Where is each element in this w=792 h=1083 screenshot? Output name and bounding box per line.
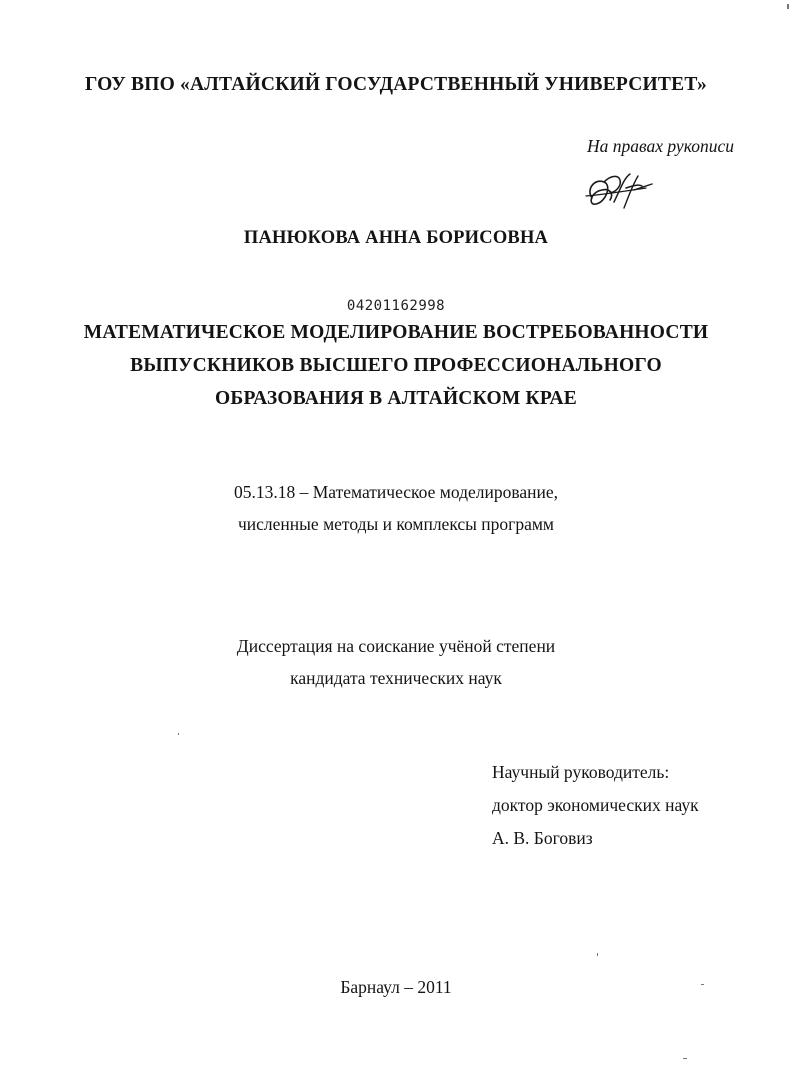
scan-speck	[787, 4, 789, 9]
supervisor-label: Научный руководитель:	[492, 762, 670, 782]
specialty-line-1: 05.13.18 – Математическое моделирование,	[233, 482, 559, 502]
author-name: ПАНЮКОВА АННА БОРИСОВНА	[243, 228, 549, 248]
dissertation-title-line-1: МАТЕМАТИЧЕСКОЕ МОДЕЛИРОВАНИЕ ВОСТРЕБОВАННОСТИ	[83, 322, 709, 343]
scan-speck	[701, 984, 704, 985]
scan-speck	[597, 953, 598, 956]
scan-speck	[178, 733, 179, 735]
supervisor-title: доктор экономических наук	[492, 795, 699, 815]
catalog-code: 04201162998	[346, 298, 446, 314]
university-name: ГОУ ВПО «АЛТАЙСКИЙ ГОСУДАРСТВЕННЫЙ УНИВЕРСИТЕТ»	[85, 74, 707, 95]
city-year: Барнаул – 2011	[340, 977, 452, 997]
dissertation-title-line-2: ВЫПУСКНИКОВ ВЫСШЕГО ПРОФЕССИОНАЛЬНОГО	[130, 355, 662, 376]
degree-line-2: кандидата технических наук	[290, 668, 502, 688]
dissertation-title-line-3: ОБРАЗОВАНИЯ В АЛТАЙСКОМ КРАЕ	[215, 388, 577, 409]
supervisor-name: А. В. Боговиз	[492, 828, 593, 848]
degree-line-1: Диссертация на соискание учёной степени	[236, 636, 556, 656]
rights-note: На правах рукописи	[587, 136, 734, 156]
specialty-line-2: численные методы и комплексы программ	[238, 514, 554, 534]
scan-speck	[683, 1058, 687, 1059]
handwritten-signature	[580, 168, 660, 216]
